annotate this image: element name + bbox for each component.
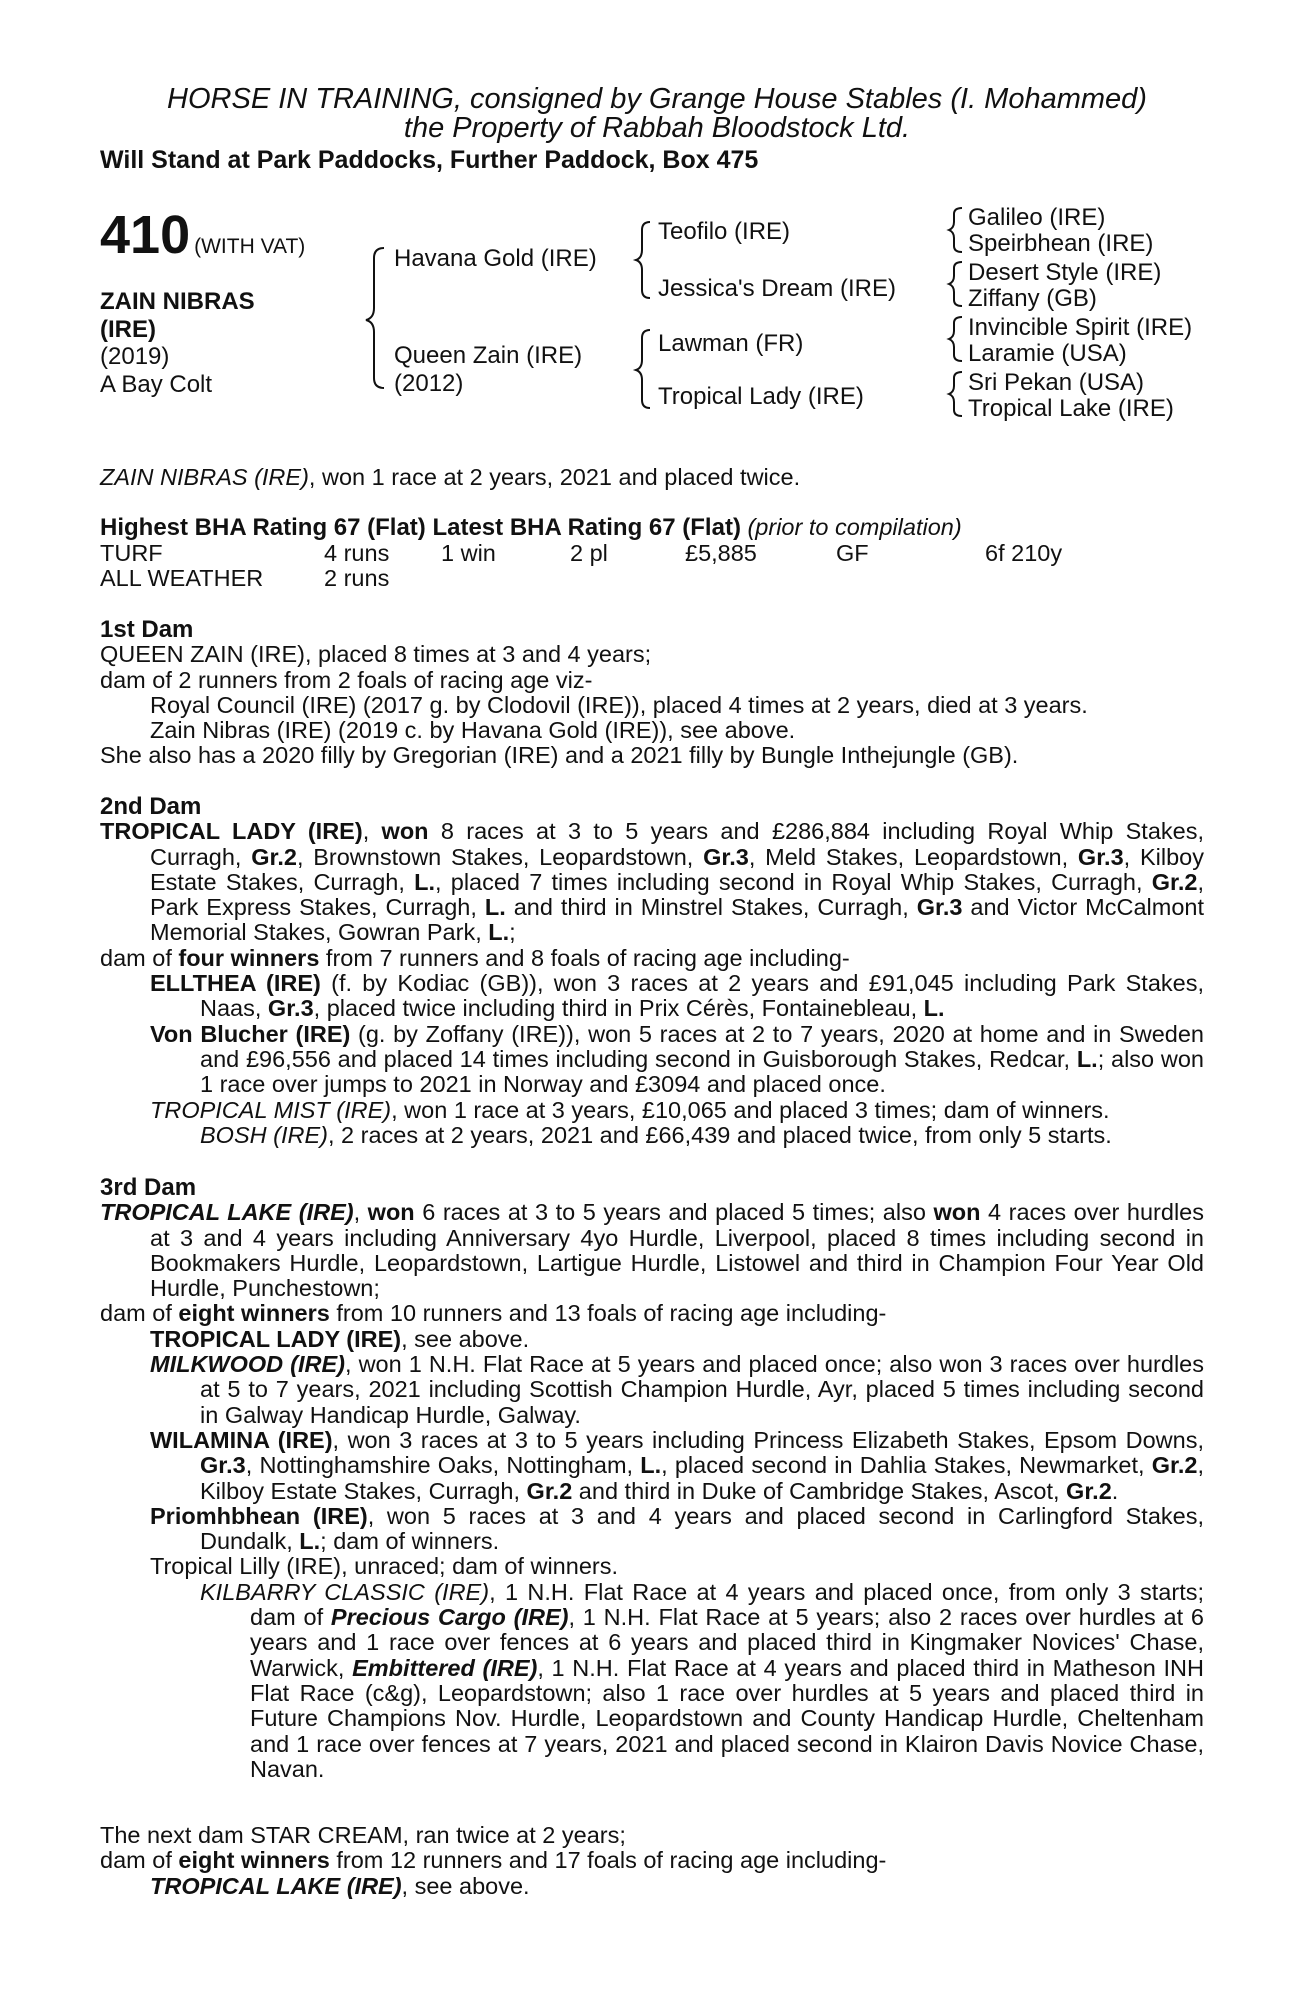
aw-runs: 2 runs [324, 565, 390, 591]
grade-badge: Gr.2 [526, 1477, 573, 1504]
sdd: Ziffany (GB) [968, 285, 1097, 312]
dam-sire: Lawman (FR) [658, 330, 804, 357]
aw-label: ALL WEATHER [100, 565, 264, 591]
record-text: ; [509, 919, 516, 946]
produce-name: Priomhbhean (IRE) [150, 1502, 368, 1529]
record-text: from 10 runners and 13 foals of racing age including- [329, 1300, 887, 1327]
produce-tropical-lilly: Tropical Lilly (IRE), unraced; dam of winners. [150, 1553, 618, 1580]
produce-name: TROPICAL MIST (IRE) [150, 1096, 392, 1123]
dam-dam: Tropical Lady (IRE) [658, 383, 864, 410]
next-dam-line: The next dam STAR CREAM, ran twice at 2 years; [100, 1822, 626, 1848]
listed-badge: L. [640, 1452, 662, 1479]
record-text: ; dam of winners. [320, 1528, 500, 1555]
record-text: , see above. [401, 1325, 530, 1352]
vat-note: (WITH VAT) [194, 235, 306, 258]
turf-distance: 6f 210y [985, 540, 1063, 566]
third-dam-heading: 3rd Dam [100, 1174, 197, 1201]
winners-count: eight winners [178, 1847, 330, 1874]
produce-ellthea [100, 971, 1204, 1022]
winners-count: eight winners [178, 1300, 330, 1327]
bha-rating [100, 515, 1204, 540]
record-text: 8 races at 3 to 5 years and £286,884 including Royal Whip Stakes, Curragh, [150, 818, 1204, 870]
record-text: , placed twice including third in Prix Cérès, Fontainebleau, [313, 995, 924, 1022]
sire-dam: Jessica's Dream (IRE) [658, 275, 896, 302]
record-text: , 1 N.H. Flat Race at 4 years and placed once, from only 3 starts; dam of [250, 1578, 1205, 1631]
grade-badge: Gr.3 [703, 843, 749, 870]
listed-badge: L. [488, 919, 510, 946]
record-text: dam of [100, 944, 179, 971]
produce-name: WILAMINA (IRE) [150, 1426, 333, 1453]
produce-name: TROPICAL LADY (IRE) [150, 1325, 402, 1352]
produce-tropical-mist [100, 1098, 1204, 1123]
listed-badge: L. [414, 868, 435, 895]
grade-badge: Gr.3 [1077, 843, 1124, 870]
first-dam-section [100, 617, 1204, 769]
record-text: , won 1 N.H. Flat Race at 5 years and placed once; also won 3 races over hurdles at 5 to 7 years, 2021 including Scottish Champion Hurdle, Ayr, placed 5 times including second in Galway Handicap Hurdle, Galway. [200, 1351, 1204, 1428]
produce-tropical-lake [100, 1874, 1204, 1899]
turf-label: TURF [100, 540, 163, 566]
record-text: 6 races at 3 to 5 years and placed 5 times; also [414, 1199, 934, 1226]
record-text: , placed 7 times including second in Royal Whip Stakes, Curragh, [435, 868, 1152, 895]
grade-badge: Gr.3 [267, 995, 314, 1022]
record-text: dam of [100, 1300, 179, 1327]
summary-horse-name: ZAIN NIBRAS (IRE) [100, 464, 309, 490]
record-text: , won 1 race at 3 years, £10,065 and placed 3 times; dam of winners. [391, 1096, 1110, 1123]
lot-number: 410 [100, 205, 191, 265]
horse-country: (IRE) [100, 316, 156, 343]
third-dam-produce-intro [100, 1301, 1204, 1326]
record-text: , Meld Stakes, Leopardstown, [748, 843, 1078, 870]
ssd: Speirbhean (IRE) [968, 230, 1154, 257]
record-text: , won 5 races at 3 and 4 years and placed second in Carlingford Stakes, Dundalk, [200, 1502, 1204, 1555]
horse-name: ZAIN NIBRAS [100, 288, 255, 315]
produce-milkwood [100, 1352, 1204, 1428]
horse-year: (2019) [100, 343, 170, 370]
ddd: Tropical Lake (IRE) [968, 395, 1174, 422]
turf-wins: 1 win [441, 540, 496, 566]
won-label: won [933, 1199, 981, 1226]
tropical-lady-record: TROPICAL LADY (IRE), won 8 races at 3 to 5 years and £286,884 including Royal Whip Stakes, Curragh, Gr.2, Brownstown Stakes, Leopardstown, Gr.3, Meld Stakes, Leopardstown, Gr.3, Kilboy Estate Stakes, Curragh, L., placed 7 times including second in Royal Whip Stakes, Curragh, Gr.2, Park Express Stakes, Curragh, L. and third in Minstrel Stakes, Curragh, Gr.3 and Victor McCalmont Memorial Stakes, Gowran Park, L.; [100, 818, 1204, 946]
produce-name: TROPICAL LAKE (IRE) [150, 1872, 402, 1899]
record-text: from 7 runners and 8 foals of racing age including- [319, 944, 850, 971]
sire: Havana Gold (IRE) [394, 245, 597, 272]
record-text: , Park Express Stakes, Curragh, [150, 868, 1204, 921]
record-text: , Brownstown Stakes, Leopardstown, [296, 843, 704, 870]
stand-location: Will Stand at Park Paddocks, Further Paddock, Box 475 [100, 146, 759, 174]
won-label: won [381, 818, 429, 845]
produce-name: ELLTHEA (IRE) [150, 970, 321, 997]
third-dam-section [100, 1175, 1204, 1782]
record-text: and third in Minstrel Stakes, Curragh, [505, 894, 917, 921]
turf-going: GF [836, 540, 869, 566]
record-text: ; also won 1 race over jumps to 2021 in Norway and £3094 and placed once. [200, 1045, 1204, 1098]
winners-count: four winners [178, 944, 320, 971]
sire-sire: Teofilo (IRE) [658, 218, 791, 245]
rating-text: Highest BHA Rating 67 (Flat) Latest BHA Rating 67 (Flat) [100, 514, 741, 541]
turf-earnings: £5,885 [685, 540, 757, 566]
produce-name: MILKWOOD (IRE) [150, 1351, 346, 1378]
second-dam-section [100, 794, 1204, 1148]
record-text: (f. by Kodiac (GB)), won 3 races at 2 years and £91,045 including Park Stakes, Naas, [200, 970, 1205, 1022]
record-text: 4 races over hurdles at 3 and 4 years including Anniversary 4yo Hurdle, Liverpool, placed 8 times including second in Bookmakers Hurdle, Leopardstown, Lartigue Hurdle, Listowel and third in Champion Four Year Old Hurdle, Punchestown; [150, 1199, 1204, 1302]
tropical-lake-record: TROPICAL LAKE (IRE), won 6 races at 3 to 5 years and placed 5 times; also won 4 races over hurdles at 3 and 4 years including Anniversary 4yo Hurdle, Liverpool, placed 8 times including second in Bookmakers Hurdle, Leopardstown, Lartigue Hurdle, Listowel and third in Champion Four Year Old Hurdle, Punchestown; [100, 1199, 1204, 1302]
record-text: dam of [100, 1847, 179, 1874]
grade-badge: Gr.2 [1151, 868, 1198, 895]
race-summary [100, 465, 1204, 490]
dam: Queen Zain (IRE) [394, 342, 583, 369]
first-dam-heading: 1st Dam [100, 616, 194, 643]
dsd: Laramie (USA) [968, 340, 1127, 367]
won-label: won [367, 1199, 415, 1226]
record-text: , 1 N.H. Flat Race at 5 years; also 2 races over hurdles at 6 years and 1 race over fences at 6 years and placed third in Kingmaker Novices' Chase, Warwick, [250, 1604, 1204, 1681]
dam-year: (2012) [394, 370, 464, 397]
listed-badge: L. [1076, 1045, 1098, 1072]
grade-badge: Gr.2 [251, 843, 297, 870]
first-dam-line: QUEEN ZAIN (IRE), placed 8 times at 3 and 4 years; [100, 641, 652, 668]
second-dam-produce-intro [100, 946, 1204, 971]
next-dam-produce-intro [100, 1848, 1204, 1873]
next-dam-section [100, 1823, 1204, 1899]
produce-tropical-lady [100, 1327, 1204, 1352]
record-text: and third in Duke of Cambridge Stakes, Ascot, [572, 1477, 1067, 1504]
dds: Sri Pekan (USA) [968, 369, 1145, 396]
produce-bosh [100, 1123, 1204, 1148]
produce-name: Von Blucher (IRE) [150, 1020, 351, 1047]
first-dam-further: She also has a 2020 filly by Gregorian (IRE) and a 2021 filly by Bungle Inthejungle (GB). [100, 742, 1019, 769]
dss: Invincible Spirit (IRE) [968, 314, 1193, 341]
summary-text: , won 1 race at 2 years, 2021 and placed twice. [308, 464, 801, 490]
first-dam-produce-intro: dam of 2 runners from 2 foals of racing age viz- [100, 666, 593, 693]
listed-badge: L. [923, 995, 945, 1022]
grade-badge: Gr.2 [1151, 1452, 1198, 1479]
produce-von-blucher [100, 1022, 1204, 1098]
rating-note: (prior to compilation) [747, 514, 962, 540]
grade-badge: Gr.2 [1066, 1477, 1112, 1504]
produce-wilamina [100, 1428, 1204, 1504]
record-text: (g. by Zoffany (IRE)), won 5 races at 2 to 7 years, 2020 at home and in Sweden and £96,556 and placed 14 times including second in Guisborough Stakes, Redcar, [200, 1020, 1204, 1072]
produce-name: Embittered (IRE) [352, 1654, 538, 1681]
produce-kilbarry-classic [100, 1580, 1204, 1782]
record-text: , 1 N.H. Flat Race at 4 years and placed third in Matheson INH Flat Race (c&g), Leopardstown; also 1 race over hurdles at 5 years and placed third in Future Champions Nov. Hurdle, Leopardstown and County Handicap Hurdle, Cheltenham and 1 race over fences at 7 years, 2021 and placed second in Klairon Davis Novice Chase, Navan. [250, 1654, 1204, 1782]
sss: Galileo (IRE) [968, 204, 1106, 231]
record-text: , see above. [401, 1872, 530, 1899]
property-line: the Property of Rabbah Bloodstock Ltd. [403, 112, 911, 144]
listed-badge: L. [299, 1528, 321, 1555]
second-dam-heading: 2nd Dam [100, 793, 202, 820]
grade-badge: Gr.3 [916, 894, 963, 921]
record-text: , won 3 races at 3 to 5 years including Princess Elizabeth Stakes, Epsom Downs, [332, 1426, 1204, 1453]
record-text: , Kilboy Estate Stakes, Curragh, [200, 1452, 1204, 1504]
horse-description: A Bay Colt [100, 371, 213, 398]
record-text: , 2 races at 2 years, 2021 and £66,439 and placed twice, from only 5 starts. [327, 1121, 1112, 1148]
record-text: and Victor McCalmont Memorial Stakes, Gowran Park, [150, 894, 1204, 946]
consignor-line: HORSE IN TRAINING, consigned by Grange House Stables (I. Mohammed) [167, 83, 1147, 115]
record-text: , Nottinghamshire Oaks, Nottingham, [245, 1452, 641, 1479]
produce-name: BOSH (IRE) [200, 1121, 328, 1148]
tropical-lady-name: TROPICAL LADY (IRE) [100, 818, 363, 845]
turf-placed: 2 pl [570, 540, 608, 566]
record-text: from 12 runners and 17 foals of racing age including- [329, 1847, 887, 1874]
produce-zain-nibras: Zain Nibras (IRE) (2019 c. by Havana Gold (IRE)), see above. [150, 717, 796, 744]
record-text: , placed second in Dahlia Stakes, Newmarket, [661, 1452, 1152, 1479]
sds: Desert Style (IRE) [968, 259, 1162, 286]
grade-badge: Gr.3 [200, 1452, 246, 1479]
record-text: , Kilboy Estate Stakes, Curragh, [150, 843, 1204, 895]
record-text: . [1111, 1477, 1119, 1504]
tropical-lake-name: TROPICAL LAKE (IRE) [100, 1199, 354, 1226]
produce-name: KILBARRY CLASSIC (IRE) [200, 1578, 490, 1605]
produce-name: Precious Cargo (IRE) [330, 1604, 569, 1631]
produce-royal-council: Royal Council (IRE) (2017 g. by Clodovil (IRE)), placed 4 times at 2 years, died at 3 years. [150, 691, 1088, 718]
produce-priomhbhean [100, 1504, 1204, 1555]
turf-runs: 4 runs [324, 540, 390, 566]
listed-badge: L. [484, 894, 506, 921]
